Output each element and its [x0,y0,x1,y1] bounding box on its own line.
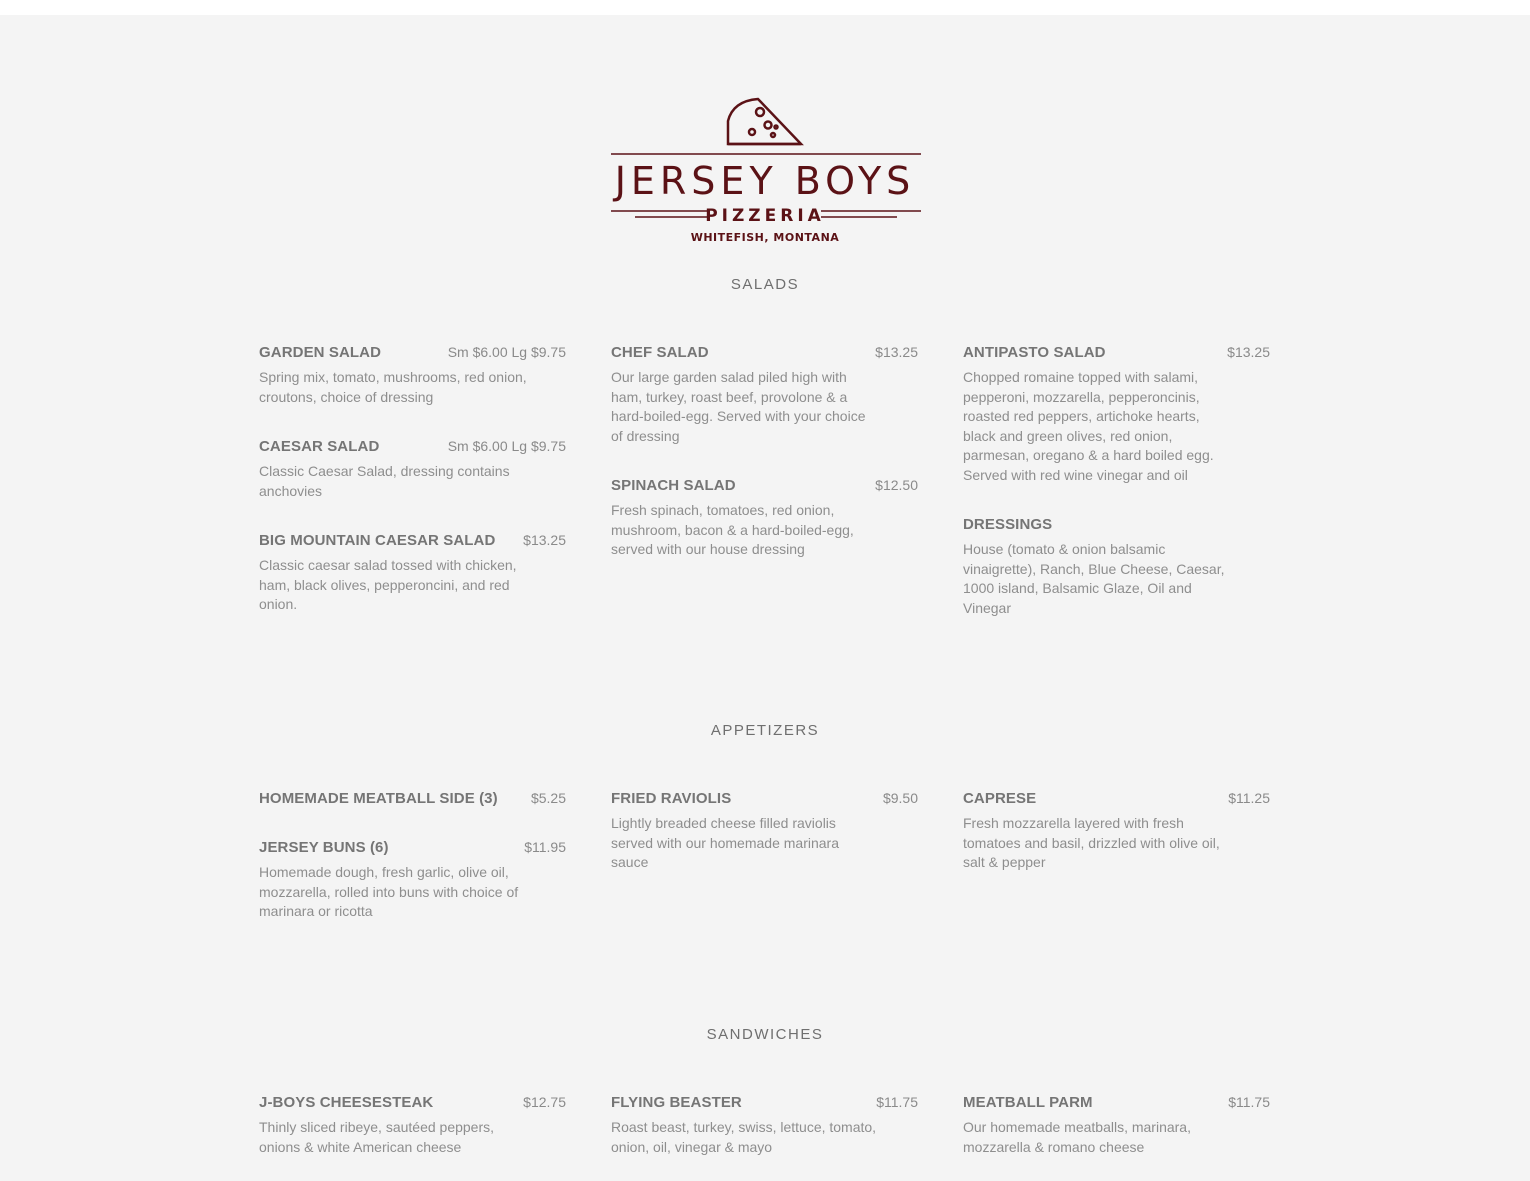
item-name: HOMEMADE MEATBALL SIDE (3) [259,790,498,807]
menu-item-fried-raviolis [611,790,918,873]
menu-page [0,15,1530,1181]
item-name: BIG MOUNTAIN CAESAR SALAD [259,532,496,549]
item-name: J-BOYS CHEESESTEAK [259,1094,434,1111]
item-description: Spring mix, tomato, mushrooms, red onion, croutons, choice of dressing [259,369,527,405]
menu-item-meatball-parm [963,1094,1270,1157]
item-price: $13.25 [523,532,566,548]
item-description: Our homemade meatballs, marinara, mozzarella & romano cheese [963,1119,1191,1155]
section-title-sandwiches: SANDWICHES [706,1026,824,1043]
item-description: Thinly sliced ribeye, sautéed peppers, onions & white American cheese [259,1119,495,1155]
item-name: CAPRESE [963,790,1037,807]
item-price: $13.25 [875,344,918,360]
menu-item-garden-salad [259,344,566,407]
menu-item-chef-salad [611,344,918,446]
section-title-salads: SALADS [730,276,800,293]
item-description: Homemade dough, fresh garlic, olive oil, mozzarella, rolled into buns with choice of marinara or ricotta [259,864,519,919]
menu-item-caprese [963,790,1270,873]
item-price: Sm $6.00 Lg $9.75 [447,438,566,454]
item-name: MEATBALL PARM [963,1094,1093,1111]
item-name: CHEF SALAD [611,344,709,361]
logo-location: WHITEFISH, MONTANA [690,231,840,244]
item-price: Sm $6.00 Lg $9.75 [447,344,566,360]
menu-item-antipasto-salad [963,344,1270,485]
item-price: $12.50 [875,477,918,493]
item-price: $11.75 [1228,1094,1270,1110]
item-price: $9.50 [882,790,918,806]
logo-title: JERSEY BOYS [614,159,916,203]
item-name: GARDEN SALAD [259,344,382,361]
section-title-appetizers: APPETIZERS [710,722,820,739]
item-price: $11.75 [876,1094,918,1110]
item-name: DRESSINGS [963,516,1053,533]
item-description: House (tomato & onion balsamic vinaigrette), Ranch, Blue Cheese, Caesar, 1000 island, Balsamic Glaze, Oil and Vinegar [963,541,1225,616]
item-description: Our large garden salad piled high with ham, turkey, roast beef, provolone & a hard-boiled-egg. Served with your choice of dressing [611,369,866,444]
item-name: ANTIPASTO SALAD [963,344,1106,361]
item-name: CAESAR SALAD [259,438,380,455]
item-price: $5.25 [530,790,566,806]
item-description: Lightly breaded cheese filled raviolis served with our homemade marinara sauce [611,815,839,870]
item-name: FRIED RAVIOLIS [611,790,732,807]
menu-item-j-boys-cheesesteak [259,1094,566,1157]
item-name: SPINACH SALAD [611,477,736,494]
menu-item-dressings [963,516,1270,618]
menu-item-homemade-meatball-side [259,790,566,810]
item-name: FLYING BEASTER [611,1094,742,1111]
menu-item-jersey-buns [259,839,566,922]
item-price: $11.95 [524,839,566,855]
item-price: $13.25 [1227,344,1270,360]
item-description: Classic caesar salad tossed with chicken, ham, black olives, pepperoncini, and red onion. [259,557,517,612]
logo-subtitle: PIZZERIA [705,206,825,226]
menu-item-big-mountain-caesar-salad [259,532,566,615]
item-description: Classic Caesar Salad, dressing contains anchovies [259,463,510,499]
item-description: Fresh mozzarella layered with fresh tomatoes and basil, drizzled with olive oil, salt & pepper [963,815,1220,870]
item-description: Fresh spinach, tomatoes, red onion, mushroom, bacon & a hard-boiled-egg, served with our house dressing [611,502,854,557]
item-description: Chopped romaine topped with salami, pepperoni, mozzarella, pepperoncinis, roasted red peppers, artichoke hearts, black and green olives, red onion, parmesan, oregano & a hard boiled egg. Served with red wine vinegar and oil [963,369,1214,483]
item-price: $12.75 [523,1094,566,1110]
jersey-boys-logo[interactable] [605,79,925,249]
item-name: JERSEY BUNS (6) [259,839,389,856]
item-price: $11.25 [1228,790,1270,806]
item-description: Roast beast, turkey, swiss, lettuce, tomato, onion, oil, vinegar & mayo [611,1119,877,1155]
menu-item-spinach-salad [611,477,918,560]
menu-item-flying-beaster [611,1094,918,1157]
menu-item-caesar-salad [259,438,566,501]
